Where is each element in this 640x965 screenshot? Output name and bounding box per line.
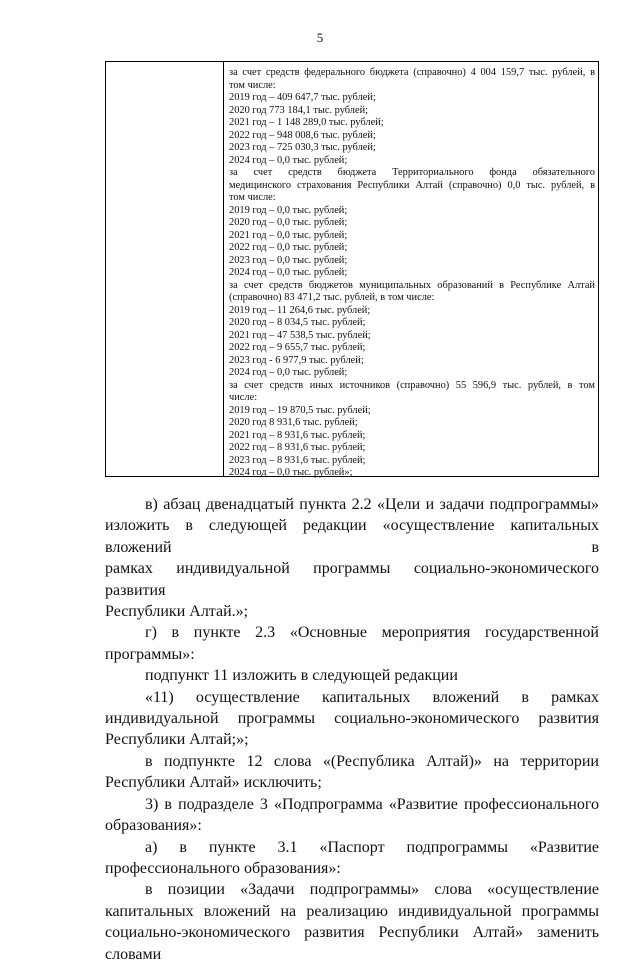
paragraph-line: программы»:	[105, 645, 195, 663]
passport-table	[105, 61, 599, 477]
table-line: 2024 год – 0,0 тыс. рублей;	[229, 367, 348, 378]
table-line: 2022 год – 0,0 тыс. рублей;	[229, 242, 348, 253]
table-line: 2024 год – 0,0 тыс. рублей»;	[229, 467, 353, 478]
table-line: 2022 год – 948 008,6 тыс. рублей;	[229, 129, 376, 141]
table-line: 2020 год – 0,0 тыс. рублей;	[229, 217, 348, 228]
paragraph-line: в позиции «Задачи подпрограммы» слова «осуществление	[145, 881, 599, 899]
paragraph-line: а) в пункте 3.1 «Паспорт подпрограммы «Развитие	[145, 838, 599, 856]
paragraph-line: г) в пункте 2.3 «Основные мероприятия государственной	[145, 624, 599, 642]
paragraph-line: социально-экономического развития Республики Алтай» заменить словами	[105, 924, 599, 963]
table-line: 2024 год – 0,0 тыс. рублей;	[229, 154, 348, 166]
table-line: 2021 год – 47 538,5 тыс. рублей;	[229, 329, 371, 341]
paragraph-line: капитальных вложений на реализацию индивидуальной программы	[105, 902, 599, 920]
table-line: 2020 год 773 184,1 тыс. рублей;	[229, 104, 369, 116]
table-column-divider	[223, 62, 224, 476]
table-line: 2024 год – 0,0 тыс. рублей;	[229, 267, 348, 278]
table-line: том числе:	[229, 79, 276, 91]
table-line: 2019 год – 409 647,7 тыс. рублей;	[229, 92, 376, 103]
table-line: 2019 год – 11 264,6 тыс. рублей;	[229, 304, 371, 316]
paragraph-line: индивидуальной программы социально-экономического развития	[105, 710, 599, 728]
table-line: 2022 год – 9 655,7 тыс. рублей;	[229, 342, 366, 353]
paragraph-line: профессионального образования»:	[105, 859, 341, 877]
table-line: 2020 год – 8 034,5 тыс. рублей;	[229, 317, 366, 328]
table-line: (справочно) 83 471,2 тыс. рублей, в том числе:	[229, 292, 435, 303]
table-line: 2023 год – 8 931,6 тыс. рублей;	[229, 454, 366, 466]
table-line: 2021 год – 0,0 тыс. рублей;	[229, 229, 348, 241]
table-line: за счет средств бюджетов муниципальных образований в Республике Алтай	[229, 279, 595, 291]
paragraph-line: изложить в следующей редакции «осуществление капитальных вложений в	[105, 517, 599, 556]
table-line: 2023 год – 725 030,3 тыс. рублей;	[229, 142, 376, 153]
amendments-text	[105, 494, 599, 965]
table-line: 2023 год - 6 977,9 тыс. рублей;	[229, 354, 364, 366]
paragraph-line: рамках индивидуальной программы социально-экономического развития	[105, 560, 599, 599]
page-number: 5	[316, 30, 324, 45]
table-line: 2021 год – 8 931,6 тыс. рублей;	[229, 429, 366, 441]
table-line: том числе:	[229, 192, 276, 203]
table-line: числе:	[229, 392, 258, 403]
paragraph-line: в подпункте 12 слова «(Республика Алтай)» на территории	[145, 752, 599, 770]
paragraph-line: Республики Алтай» исключить;	[105, 774, 322, 792]
table-line: 2021 год – 1 148 289,0 тыс. рублей;	[229, 117, 384, 128]
table-line: 2019 год – 0,0 тыс. рублей;	[229, 204, 348, 216]
table-line: 2023 год – 0,0 тыс. рублей;	[229, 254, 348, 266]
table-line: 2020 год 8 931,6 тыс. рублей;	[229, 417, 358, 428]
table-line: 2019 год – 19 870,5 тыс. рублей;	[229, 404, 371, 416]
paragraph-line: Республики Алтай;»;	[105, 731, 249, 749]
table-line: за счет средств бюджета Территориального фонда обязательного	[229, 167, 595, 178]
paragraph-line: образования»:	[105, 817, 202, 835]
paragraph-line: подпункт 11 изложить в следующей редакции	[145, 667, 458, 685]
funding-sources-cell	[229, 67, 595, 480]
paragraph-line: в) абзац двенадцатый пункта 2.2 «Цели и задачи подпрограммы»	[145, 496, 599, 513]
table-line: за счет средств иных источников (справочно) 55 596,9 тыс. рублей, в том	[229, 379, 595, 391]
table-line: за счет средств федерального бюджета (справочно) 4 004 159,7 тыс. рублей, в	[229, 67, 595, 78]
paragraph-line: 3) в подразделе 3 «Подпрограмма «Развитие профессионального	[145, 795, 599, 813]
paragraph-line: Республики Алтай.»;	[105, 603, 249, 621]
paragraph-line: «11) осуществление капитальных вложений в рамках	[145, 688, 599, 706]
table-line: медицинского страхования Республики Алтай (справочно) 0,0 тыс. рублей, в	[229, 179, 595, 191]
table-line: 2022 год – 8 931,6 тыс. рублей;	[229, 442, 366, 453]
